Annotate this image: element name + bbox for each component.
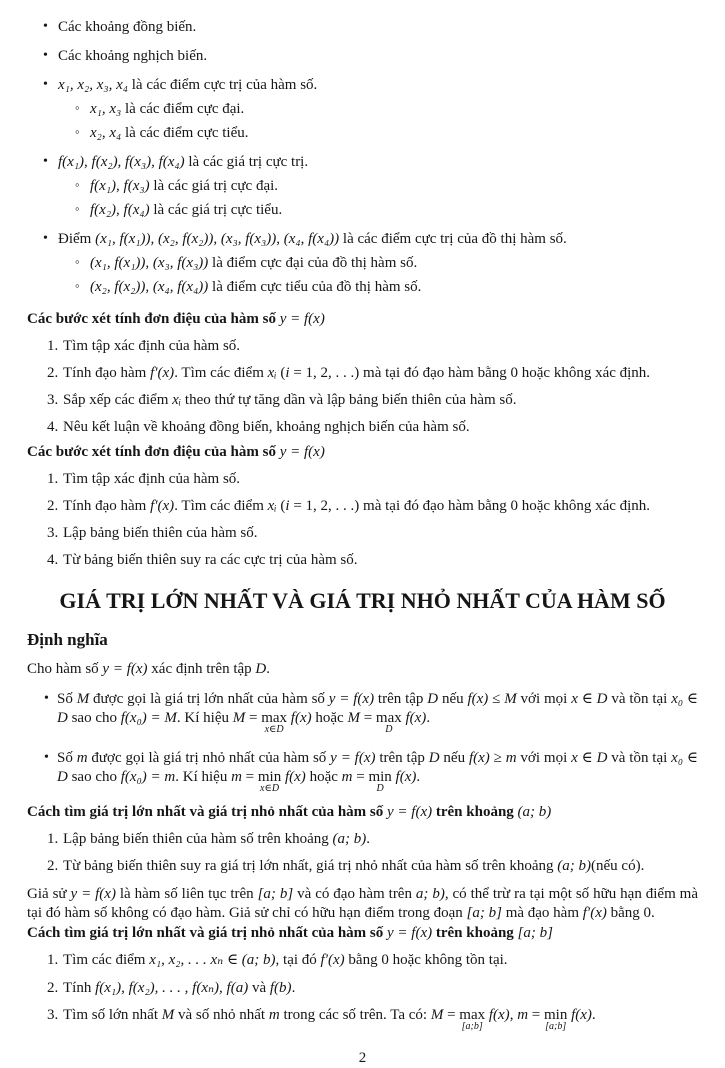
numbered-step — [27, 951, 698, 970]
page-number: 2 — [358, 1049, 367, 1066]
step-number: 1. — [47, 952, 59, 969]
section-heading-open-interval: Cách tìm giá trị lớn nhất và giá trị nhỏ nhất của hàm số y = f(x) trên khoảng (a; b) — [27, 804, 552, 821]
step-number: 1. — [47, 337, 59, 354]
list-item-text: f(x₂), f(x₄) là các giá trị cực tiểu. — [90, 202, 283, 219]
circle-bullet-icon: ◦ — [75, 278, 80, 294]
list-item — [27, 177, 698, 196]
bullet-icon: • — [44, 691, 49, 706]
step-text: Lập bảng biến thiên của hàm số. — [63, 524, 258, 541]
list-item-text: Các khoảng đồng biến. — [58, 19, 197, 35]
numbered-step — [27, 364, 698, 383]
step-text: Tìm các điểm x₁, x₂, . . . xₙ ∈ (a; b), tại đó f′(x) bằng 0 hoặc không tồn tại. — [63, 952, 508, 969]
step-number: 3. — [47, 524, 59, 541]
numbered-step — [27, 830, 698, 849]
definition-intro: Cho hàm số y = f(x) xác định trên tập D. — [27, 660, 271, 677]
document-page — [27, 18, 698, 1068]
bullet-icon: • — [44, 750, 49, 766]
step-text: Sắp xếp các điểm xᵢ theo thứ tự tăng dần và lập bảng biến thiên của hàm số. — [63, 391, 517, 408]
list-item-text: Điểm (x₁, f(x₁)), (x₂, f(x₂)), (x₃, f(x₃)), (x₄, f(x₄)) là các điểm cực trị của đồ thị hàm số. — [58, 231, 567, 248]
definition-text: Số M được gọi là giá trị lớn nhất của hàm số y = f(x) trên tập D nếu f(x) ≤ M với mọi x ∈ D và tồn tại x₀ ∈ D sao cho f(x₀) = M. Kí hiệu M = max x∈D f(x) hoặc M = max D f(x). — [57, 691, 699, 736]
numbered-step — [27, 337, 698, 356]
step-number: 1. — [47, 470, 59, 487]
step-number: 3. — [47, 1006, 59, 1023]
step-number: 3. — [47, 391, 59, 408]
numbered-step — [27, 391, 698, 410]
numbered-step — [27, 524, 698, 543]
section-heading-monotonic-1: Các bước xét tính đơn điệu của hàm số y = f(x) — [27, 310, 325, 327]
step-text: Tìm số lớn nhất M và số nhỏ nhất m trong các số trên. Ta có: M = max [a;b] f(x), m = min [a;b] f(x). — [63, 1006, 596, 1032]
step-text: Nêu kết luận về khoảng đồng biến, khoảng nghịch biến của hàm số. — [63, 418, 470, 435]
step-number: 2. — [47, 364, 59, 381]
step-number: 4. — [47, 418, 59, 435]
list-item-text: Các khoảng nghịch biến. — [58, 48, 208, 65]
bullet-icon: • — [43, 19, 48, 34]
list-item-text: x₂, x₄ là các điểm cực tiểu. — [90, 125, 249, 142]
step-text: Tìm tập xác định của hàm số. — [63, 337, 241, 354]
circle-bullet-icon: ◦ — [75, 254, 80, 270]
list-item-text: (x₂, f(x₂)), (x₄, f(x₄)) là điểm cực tiểu của đồ thị hàm số. — [90, 279, 422, 296]
numbered-step — [27, 497, 698, 516]
section-heading-closed-interval: Cách tìm giá trị lớn nhất và giá trị nhỏ nhất của hàm số y = f(x) trên khoảng [a; b] — [27, 925, 553, 942]
list-item-text: f(x₁), f(x₃) là các giá trị cực đại. — [90, 178, 279, 195]
section-heading-monotonic-2: Các bước xét tính đơn điệu của hàm số y = f(x) — [27, 443, 325, 460]
definition-bullet-max — [27, 690, 698, 738]
list-item — [27, 100, 698, 119]
list-item — [27, 230, 698, 249]
step-number: 1. — [47, 831, 59, 848]
list-item-text: x₁, x₂, x₃, x₄ là các điểm cực trị của hàm số. — [58, 77, 318, 94]
chapter-title: GIÁ TRỊ LỚN NHẤT VÀ GIÁ TRỊ NHỎ NHẤT CỦA HÀM SỐ — [59, 587, 666, 613]
step-text: Tính f(x₁), f(x₂), . . . , f(xₙ), f(a) và f(b). — [63, 979, 296, 996]
list-item — [27, 76, 698, 95]
step-text: Từ bảng biến thiên suy ra các cực trị của hàm số. — [63, 551, 358, 568]
list-item — [27, 254, 698, 273]
circle-bullet-icon: ◦ — [75, 177, 80, 193]
note-paragraph: Giả sử y = f(x) là hàm số liên tục trên [a; b] và có đạo hàm trên a; b), có thể trừ ra tại một số hữu hạn điểm mà tại đó hàm số không có đạo hàm. Giả sử chỉ có hữu hạn điểm trong đoạn [a; b] mà đạo hàm f′(x) bằng 0. — [27, 886, 698, 922]
step-text: Tìm tập xác định của hàm số. — [63, 470, 241, 487]
step-text: Lập bảng biến thiên của hàm số trên khoảng (a; b). — [63, 831, 371, 848]
circle-bullet-icon: ◦ — [75, 201, 80, 217]
circle-bullet-icon: ◦ — [75, 124, 80, 140]
list-item-text: x₁, x₃ là các điểm cực đại. — [90, 101, 245, 118]
numbered-step — [27, 470, 698, 489]
step-number: 2. — [47, 858, 59, 875]
definition-text: Số m được gọi là giá trị nhỏ nhất của hàm số y = f(x) trên tập D nếu f(x) ≥ m với mọi x ∈ D và tồn tại x₀ ∈ D sao cho f(x₀) = m. Kí hiệu m = min x∈D f(x) hoặc m = min D f(x). — [57, 750, 699, 795]
definition-bullet-min — [27, 749, 698, 797]
bullet-icon: • — [43, 231, 48, 247]
step-text: Từ bảng biến thiên suy ra giá trị lớn nhất, giá trị nhỏ nhất của hàm số trên khoảng (a; b)(nếu có). — [63, 858, 645, 875]
numbered-step — [27, 979, 698, 998]
bullet-icon: • — [43, 48, 48, 64]
step-number: 4. — [47, 551, 59, 568]
list-item — [27, 201, 698, 220]
numbered-step — [27, 418, 698, 437]
numbered-step — [27, 551, 698, 570]
step-text: Tính đạo hàm f′(x). Tìm các điểm xᵢ (i = 1, 2, . . .) mà tại đó đạo hàm bằng 0 hoặc không xác định. — [63, 497, 651, 514]
list-item-text: f(x₁), f(x₂), f(x₃), f(x₄) là các giá trị cực trị. — [58, 154, 309, 171]
step-number: 2. — [47, 497, 59, 514]
bullet-icon: • — [43, 154, 48, 170]
numbered-step — [27, 857, 698, 876]
bullet-icon: • — [43, 77, 48, 93]
list-item — [27, 124, 698, 143]
list-item — [27, 18, 698, 37]
list-item — [27, 47, 698, 66]
list-item — [27, 278, 698, 297]
numbered-step — [27, 1006, 698, 1035]
list-item — [27, 153, 698, 172]
step-text: Tính đạo hàm f′(x). Tìm các điểm xᵢ (i = 1, 2, . . .) mà tại đó đạo hàm bằng 0 hoặc không xác định. — [63, 364, 651, 381]
step-number: 2. — [47, 979, 59, 996]
definition-heading: Định nghĩa — [27, 630, 108, 650]
circle-bullet-icon: ◦ — [75, 100, 80, 116]
list-item-text: (x₁, f(x₁)), (x₃, f(x₃)) là điểm cực đại của đồ thị hàm số. — [90, 255, 418, 272]
